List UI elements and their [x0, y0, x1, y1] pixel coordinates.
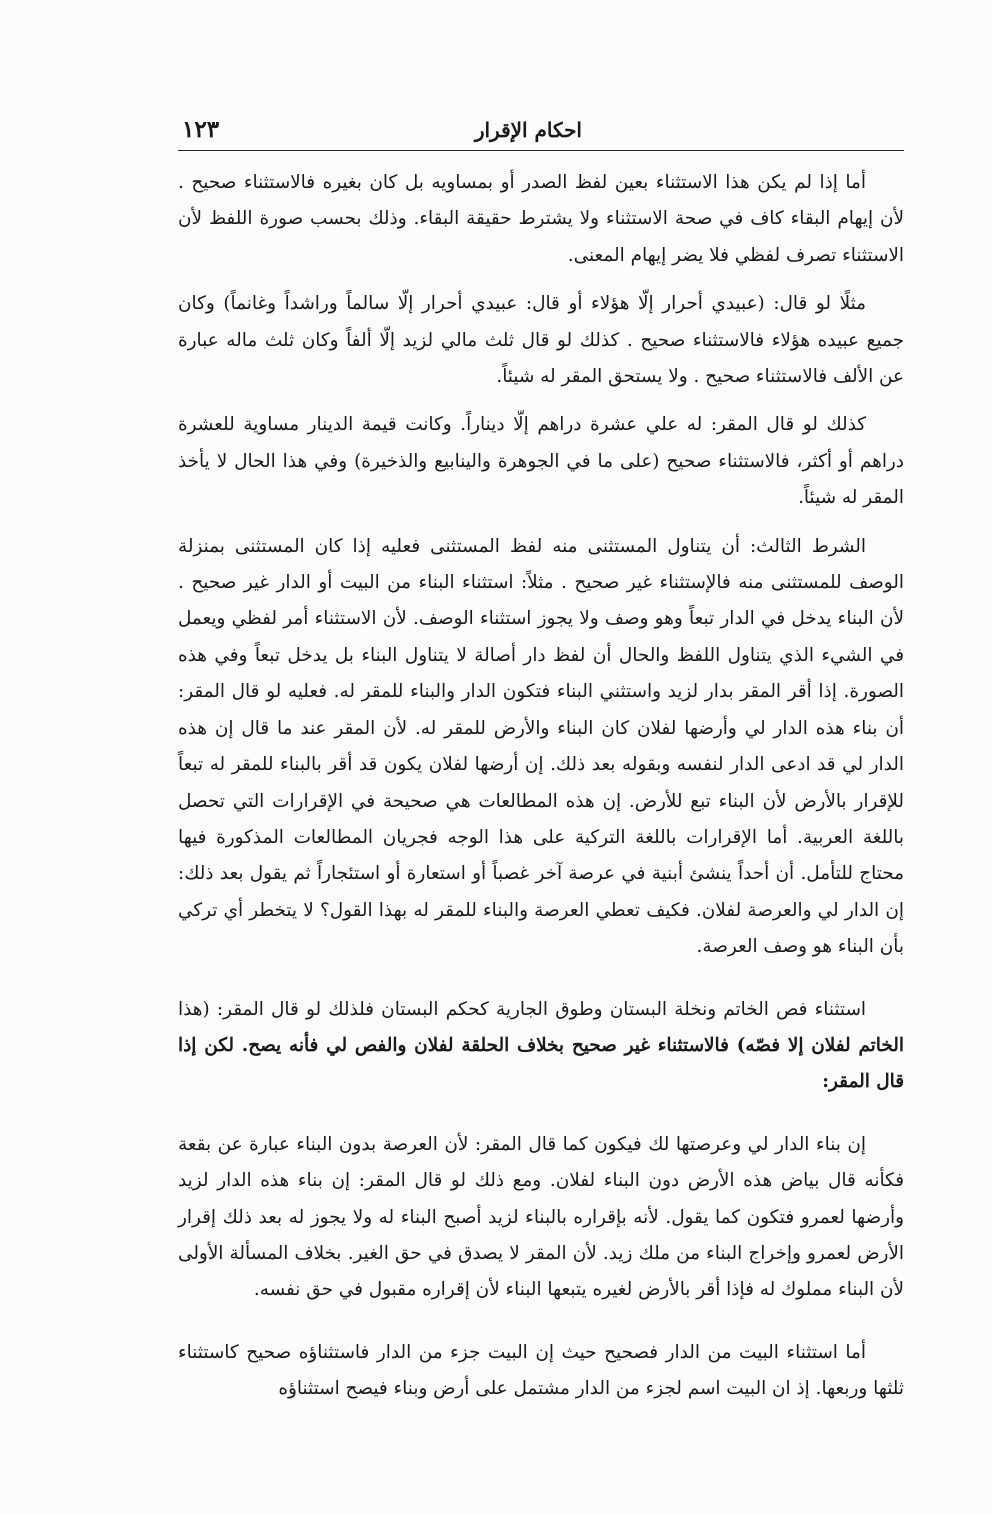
running-title: احكام الإقرار: [474, 118, 582, 142]
paragraph-5: [178, 992, 904, 1101]
paragraph-1: أما إذا لم يكن هذا الاستثناء بعين لفظ الصدر أو بمساويه بل كان بغيره فالاستثناء صحيح . لأن إيهام البقاء كاف في صحة الاستثناء ولا يشترط حقيقة البقاء. وذلك بحسب صورة اللفظ لأن الاستثناء تصرف لفظي فلا يضر إيهام المعنى.: [178, 172, 904, 266]
paragraph-5-bold: الخاتم لفلان إلا فصّه) فالاستثناء غير صحيح بخلاف الحلقة لفلان والفص لي فأنه يصح. لكن إذا قال المقر:: [178, 1034, 904, 1093]
page-header: [178, 116, 904, 151]
page-number: ١٢٣: [182, 116, 220, 143]
page-body: [178, 165, 904, 1420]
paragraph-4: الشرط الثالث: أن يتناول المستثنى منه لفظ المستثنى فعليه إذا كان المستثنى بمنزلة الوصف للمستثنى منه فالإستثناء غير صحيح . مثلاً: استثناء البناء من البيت أو الدار غير صحيح . لأن البناء يدخل في الدار تبعاً وهو وصف ولا يجوز استثناء الوصف. لأن الاستثناء أمر لفظي ويعمل في الشيء الذي يتناول اللفظ والحال أن لفظ دار أصالة لا يتناول البناء بل يدخل تبعاً وفي هذه الصورة. إذا أقر المقر بدار لزيد واستثني البناء فتكون الدار والبناء للمقر له. فعليه لو قال المقر: أن بناء هذه الدار لي وأرضها لفلان كان البناء والأرض للمقر له. لأن المقر عند ما قال إن هذه الدار لي قد ادعى الدار لنفسه وبقوله بعد ذلك. إن أرضها لفلان يكون قد أقر بالبناء للمقر له تبعاً للإقرار بالأرض لأن البناء تبع للأرض. إن هذه المطالعات هي صحيحة في الإقرارات التي تحصل باللغة العربية. أما الإقرارات باللغة التركية على هذا الوجه فجريان المطالعات المذكورة فيها محتاج للتأمل. أن أحداً ينشئ أبنية في عرصة آخر غصباً أو استعارة أو استئجاراً ثم يقول بعد ذلك: إن الدار لي والعرصة لفلان. فكيف تعطي العرصة والبناء للمقر له بهذا القول؟ لا يتخطر أي تركي بأن البناء هو وصف العرصة.: [178, 535, 904, 958]
paragraph-2: مثلًا لو قال: (عبيدي أحرار إلّا هؤلاء أو قال: عبيدي أحرار إلّا سالماً وراشداً وغانماً) وكان جميع عبيده هؤلاء فالاستثناء صحيح . كذلك لو قال ثلث مالي لزيد إلّا ألفاً وكان ثلث ماله عبارة عن الألف فالاستثناء صحيح . ولا يستحق المقر له شيئاً.: [178, 293, 904, 388]
paragraph-5-normal: استثناء فص الخاتم ونخلة البستان وطوق الجارية كحكم البستان فلذلك لو قال المقر: (هذا: [178, 998, 866, 1020]
paragraph-3: كذلك لو قال المقر: له علي عشرة دراهم إلّا ديناراً. وكانت قيمة الدينار مساوية للعشرة دراهم أو أكثر، فالاستثناء صحيح (على ما في الجوهرة والينابيع والذخيرة) وفي هذا الحال لا يأخذ المقر له شيئاً.: [178, 414, 904, 509]
paragraph-7: أما استثناء البيت من الدار فصحيح حيث إن البيت جزء من الدار فاستثناؤه صحيح كاستثناء ثلثها وربعها. إذ ان البيت اسم لجزء من الدار مشتمل على أرض وبناء فيصح استثناؤه: [178, 1341, 904, 1400]
paragraph-6: إن بناء الدار لي وعرصتها لك فيكون كما قال المقر: لأن العرصة بدون البناء عبارة عن بقعة فكأنه قال بياض هذه الأرض دون البناء لفلان. ومع ذلك لو قال المقر: إن بناء هذه الدار لزيد وأرضها لعمرو فتكون كما يقول. لأنه بإقراره بالبناء لزيد أصبح البناء له ولا يجوز له بعد ذلك إقرار الأرض لعمرو وإخراج البناء من ملك زيد. لأن المقر لا يصدق في حق الغير. بخلاف المسألة الأولى لأن البناء مملوك له فإذا أقر بالأرض لغيره يتبعها البناء لأن إقراره مقبول في حق نفسه.: [178, 1133, 904, 1301]
